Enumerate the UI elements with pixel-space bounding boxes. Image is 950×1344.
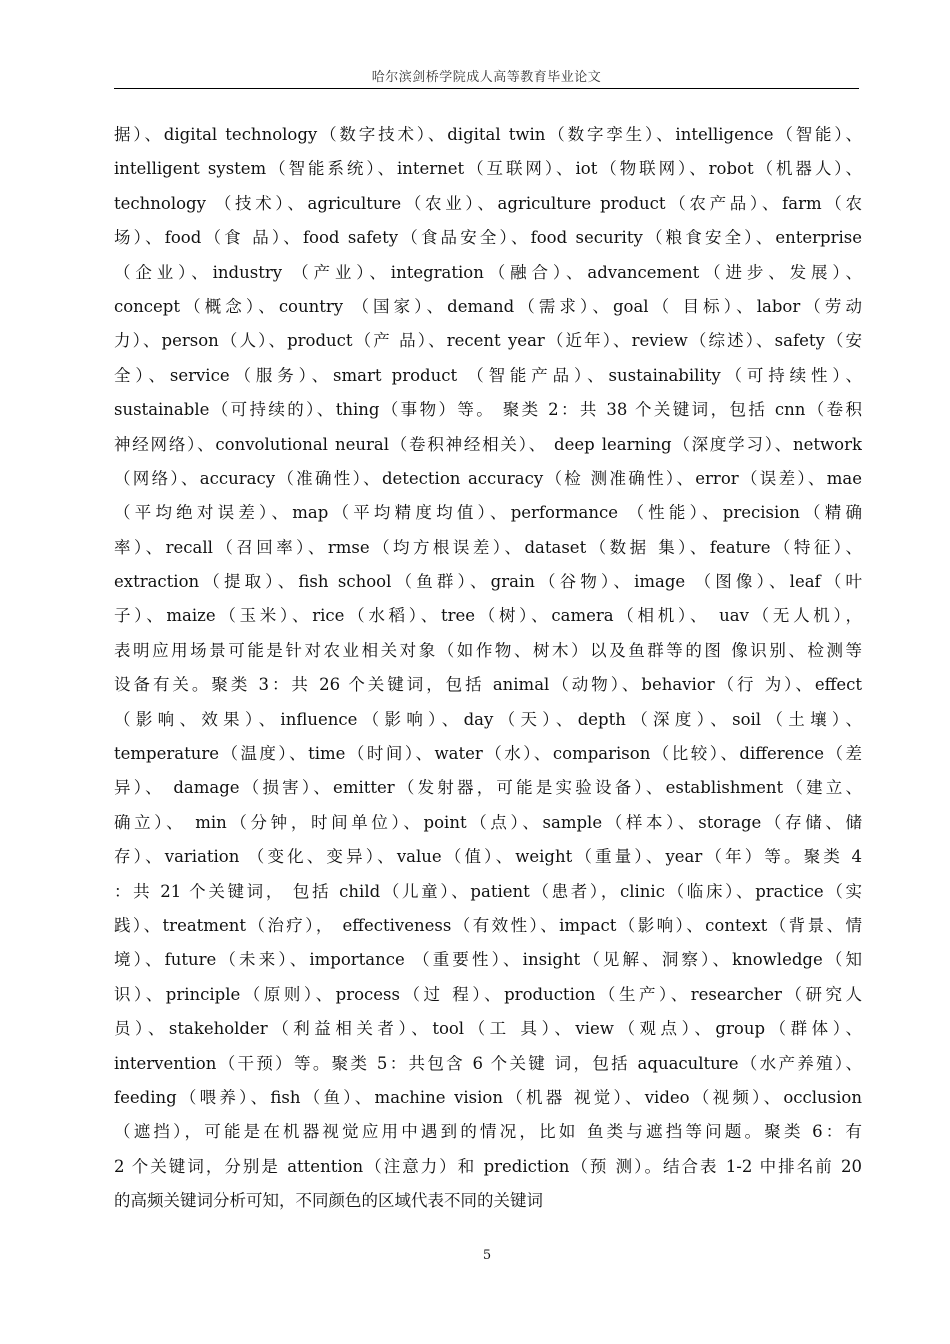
text-line: （遮挡），可能是在机器视觉应用中遇到的情况，比如 鱼类与遮挡等问题。聚类 6：有 <box>114 1122 862 1142</box>
text-line: （影响、效果）、influence（影响）、day（天）、depth（深度）、soil（土壤）、 <box>114 709 862 729</box>
text-line: 表明应用场景可能是针对农业相关对象（如作物、树木）以及鱼群等的图 像识别、检测等 <box>114 640 862 660</box>
text-line: （网络）、accuracy（准确性）、detection accuracy（检 测准确性）、error（误差）、mae <box>114 468 862 488</box>
body-paragraph <box>114 118 862 1219</box>
text-line: 设备有关。聚类 3：共 26 个关键词，包括 animal（动物）、behavior（行 为）、effect <box>114 675 862 695</box>
text-line: feeding（喂养）、fish（鱼）、machine vision（机器 视觉）、video（视频）、occlusion <box>114 1087 862 1107</box>
text-line: 异）、 damage（损害）、emitter（发射器，可能是实验设备）、establishment（建立、 <box>114 778 862 798</box>
text-line: extraction（提取）、fish school（鱼群）、grain（谷物）、image （图像）、leaf（叶 <box>114 572 862 592</box>
text-line: temperature（温度）、time（时间）、water（水）、comparison（比较）、difference（差 <box>114 744 862 764</box>
running-header: 哈尔滨剑桥学院成人高等教育毕业论文 <box>371 70 602 85</box>
text-line: 识）、principle（原则）、process（过 程）、production（生产）、researcher（研究人 <box>114 984 862 1004</box>
text-line: sustainable（可持续的）、thing（事物）等。 聚类 2：共 38 个关键词，包括 cnn（卷积 <box>114 400 862 420</box>
text-line: 据）、digital technology（数字技术）、digital twin（数字孪生）、intelligence（智能）、 <box>114 125 862 144</box>
text-line: intervention（干预）等。聚类 5：共包含 6 个关键 词，包括 aquaculture（水产养殖）、 <box>114 1053 862 1073</box>
text-line: ：共 21 个关键词， 包括 child（儿童）、patient（患者），clinic（临床）、practice（实 <box>114 881 862 901</box>
text-line: （企业）、industry （产业）、integration（融合）、advancement（进步、发展）、 <box>114 262 862 282</box>
text-line: 践）、treatment（治疗）， effectiveness（有效性）、impact（影响）、context（背景、情 <box>114 915 862 935</box>
text-line: 场）、food（食 品）、food safety（食品安全）、food security（粮食安全）、enterprise <box>114 228 862 248</box>
text-line: 神经网络）、convolutional neural（卷积神经相关）、 deep learning（深度学习）、network <box>114 434 862 454</box>
page-number: 5 <box>482 1248 492 1263</box>
text-line: 子）、maize（玉米）、rice（水稻）、tree（树）、camera（相机）、 uav（无人机）， <box>114 606 862 626</box>
text-line: 确立）、 min（分钟，时间单位）、point（点）、sample（样本）、storage（存储、储 <box>114 812 862 832</box>
text-line: 存）、variation （变化、变异）、value（值）、weight（重量）、year（年）等。聚类 4 <box>114 847 862 867</box>
text-line: 力）、person（人）、product（产 品）、recent year（近年）、review（综述）、safety（安 <box>114 331 862 351</box>
text-line: technology （技术）、agriculture（农业）、agriculture product（农产品）、farm（农 <box>114 193 862 213</box>
text-line: 全）、service（服务）、smart product （智能产品）、sustainability（可持续性）、 <box>114 365 862 385</box>
text-line: 境）、future（未来）、importance （重要性）、insight（见解、洞察）、knowledge（知 <box>114 950 862 970</box>
text-line-last: 的高频关键词分析可知，不同颜色的区域代表不同的关键词 <box>114 1191 543 1211</box>
header-divider <box>114 88 859 89</box>
text-line: 率）、recall（召回率）、rmse（均方根误差）、dataset（数据 集）、feature（特征）、 <box>114 537 862 557</box>
text-line: intelligent system（智能系统）、internet（互联网）、iot（物联网）、robot（机器人）、 <box>114 159 862 179</box>
text-line: 2 个关键词，分别是 attention（注意力）和 prediction（预 测）。结合表 1-2 中排名前 20 <box>114 1156 862 1176</box>
text-line: （平均绝对误差）、map（平均精度均值）、performance （性能）、precision（精确 <box>114 503 862 523</box>
text-line: 员）、stakeholder（利益相关者）、tool（工 具）、view（观点）、group（群体）、 <box>114 1019 862 1039</box>
text-line: concept（概念）、country （国家）、demand（需求）、goal（ 目标）、labor（劳动 <box>114 296 862 316</box>
